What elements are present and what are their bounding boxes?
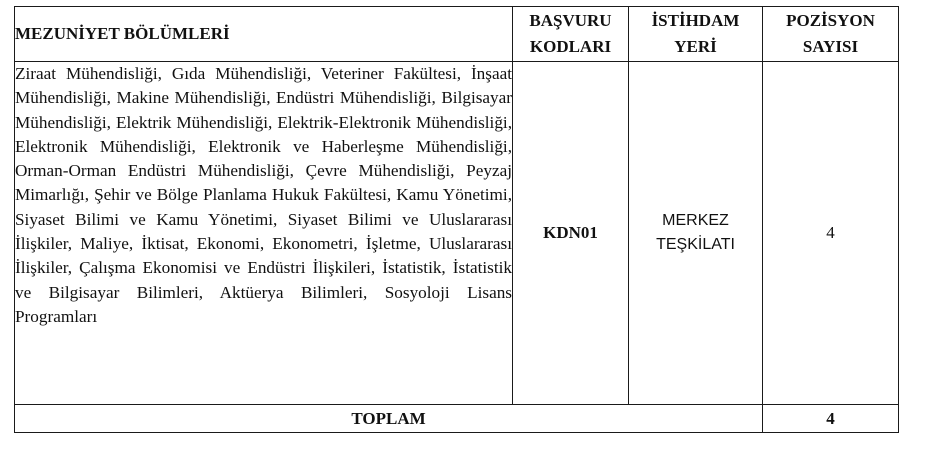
place-line1: MERKEZ xyxy=(662,212,729,229)
departments-cell: Ziraat Mühendisliği, Gıda Mühendisliği, Veteriner Fakültesi, İnşaat Mühendisliği, Makine Mühendisliği, Endüstri Mühendisliği, Bilgisayar Mühendisliği, Elektrik Mühendisliği, Elektrik-Elektronik Mühendisliği, Elektronik Mühendisliği, Elektronik ve Haberleşme Mühendisliği, Orman-Orman Endüstri Mühendisliği, Çevre Mühendisliği, Peyzaj Mimarlığı, Şehir ve Bölge Planlama Hukuk Fakültesi, Kamu Yönetimi, Siyaset Bilimi ve Kamu Yönetimi, Siyaset Bilimi ve Uluslararası İlişkiler, Maliye, İktisat, Ekonomi, Ekonometri, İşletme, Uluslararası İlişkiler, Çalışma Ekonomisi ve Endüstri İlişkileri, İstatistik, İstatistik ve Bilgisayar Bilimleri, Aktüerya Bilimleri, Sosyoloji Lisans Programları xyxy=(15,62,513,405)
header-code-line2: KODLARI xyxy=(529,37,612,56)
positions-table xyxy=(14,6,899,433)
header-place-line1: İSTİHDAM xyxy=(651,11,740,30)
application-code-cell: KDN01 xyxy=(513,62,629,405)
header-count-line2: SAYISI xyxy=(802,37,859,56)
place-line2: TEŞKİLATI xyxy=(656,236,735,253)
header-code-line1: BAŞVURU xyxy=(529,11,612,30)
header-application-code xyxy=(513,7,629,62)
total-label: TOPLAM xyxy=(15,405,763,433)
position-count-cell: 4 xyxy=(763,62,899,405)
header-row xyxy=(15,7,899,62)
total-row xyxy=(15,405,899,433)
header-place-line2: YERİ xyxy=(674,37,717,56)
header-position-count xyxy=(763,7,899,62)
total-value: 4 xyxy=(763,405,899,433)
table-row xyxy=(15,62,899,405)
employment-place-cell xyxy=(629,62,763,405)
header-count-line1: POZİSYON xyxy=(786,11,875,30)
header-employment-place xyxy=(629,7,763,62)
header-department: MEZUNİYET BÖLÜMLERİ xyxy=(15,7,513,62)
